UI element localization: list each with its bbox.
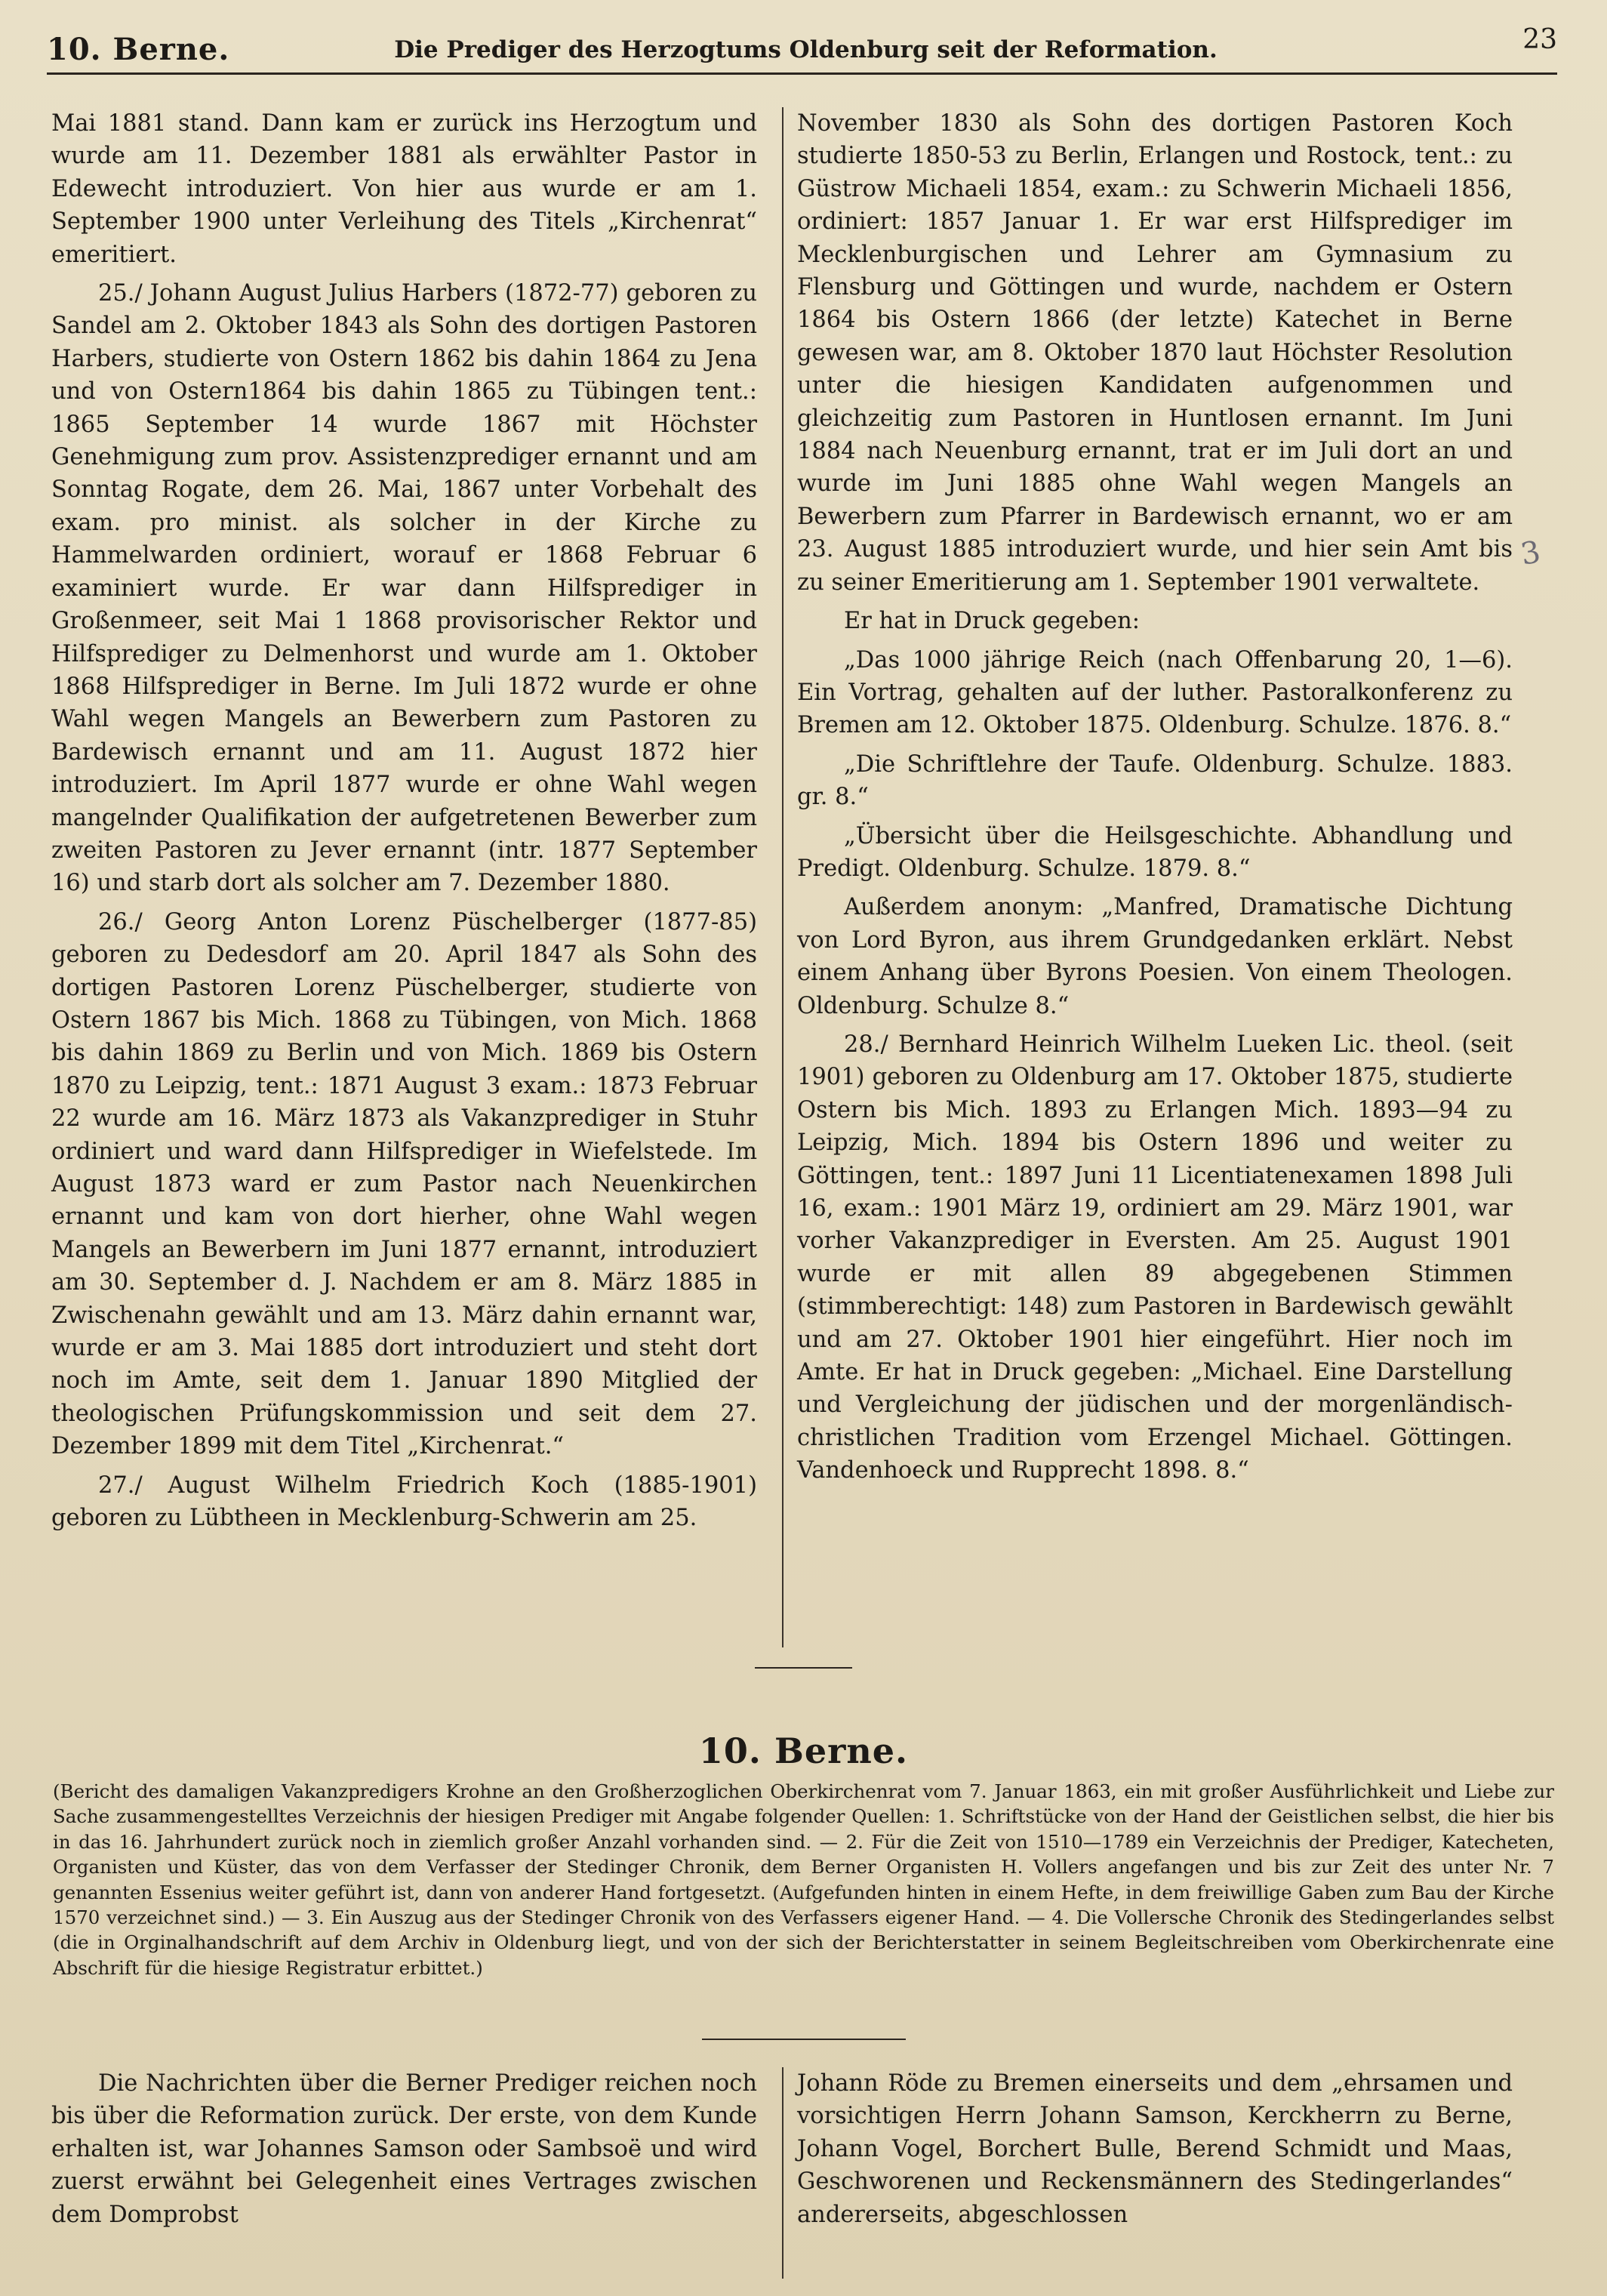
bottom-left-column xyxy=(51,2067,757,2237)
header-rule xyxy=(47,72,1557,75)
header-section-label: 10. Berne. xyxy=(47,32,230,67)
section-title: 10. Berne. xyxy=(698,1730,909,1771)
bottom-column-divider xyxy=(782,2067,783,2279)
publication-schriftlehre-taufe: „Die Schriftlehre der Taufe. Oldenburg. Schulze. 1883. gr. 8.“ xyxy=(797,750,1513,811)
berne-intro-paragraph: Die Nachrichten über die Berner Prediger reichen noch bis über die Reformation zurück. Der erste, von dem Kunde erhalten ist, war Johannes Samson oder Sambsoë und wird zuerst erwähnt bei Gelegenheit eines Vertrages zwischen dem Domprobst xyxy=(51,2070,757,2228)
entry-28-lueken: 28./ Bernhard Heinrich Wilhelm Lueken Lic. theol. (seit 1901) geboren zu Oldenburg am 17. Oktober 1875, studierte Ostern bis Mich. 1893 zu Erlangen Mich. 1893—94 zu Leipzig, Mich. 1894 bis Ostern 1896 und weiter zu Göttingen, tent.: 1897 Juni 11 Licentiatenexamen 1898 Juli 16, exam.: 1901 März 19, ordiniert am 29. März 1901, war vorher Vakanzprediger in Eversten. Am 25. August 1901 wurde er mit allen 89 abgegebenen Stimmen (stimmberechtigt: 148) zum Pastoren in Bardewisch gewählt und am 27. Oktober 1901 hier eingeführt. Hier noch im Amte. Er hat in Druck gegeben: „Michael. Eine Darstellung und Vergleichung der jüdischen und der morgenländisch-christlichen Tradition vom Erzengel Michael. Göttingen. Vandenhoeck und Rupprecht 1898. 8.“ xyxy=(797,1031,1513,1484)
entry-25-harbers: 25./ Johann August Julius Harbers (1872-77) geboren zu Sandel am 2. Oktober 1843 als Sohn des dortigen Pastoren Harbers, studierte von Ostern 1862 bis dahin 1864 zu Jena und von Ostern1864 bis dahin 1865 zu Tübingen tent.: 1865 September 14 wurde 1867 mit Höchster Genehmigung zum prov. Assistenzprediger ernannt und am Sonntag Rogate, dem 26. Mai, 1867 unter Vorbehalt des exam. pro minist. als solcher in der Kirche zu Hammelwarden ordiniert, worauf er 1868 Februar 6 examiniert wurde. Er war dann Hilfsprediger in Großenmeer, seit Mai 1 1868 provisorischer Rektor und Hilfsprediger zu Delmenhorst und wurde am 1. Oktober 1868 Hilfsprediger in Berne. Im Juli 1872 wurde er ohne Wahl wegen Mangels an Bewerbern zum Pastoren zu Bardewisch ernannt und am 11. August 1872 hier introduziert. Im April 1877 wurde er ohne Wahl wegen mangelnder Qualifikation der aufgetretenen Bewerber zum zweiten Pastoren zu Jever ernannt (intr. 1877 September 16) und starb dort als solcher am 7. Dezember 1880. xyxy=(51,280,757,897)
entry-27-koch-start: 27./ August Wilhelm Friedrich Koch (1885-1901) geboren zu Lübtheen in Mecklenburg-Schwerin am 25. xyxy=(51,1472,757,1532)
page-number: 23 xyxy=(1522,24,1557,55)
header-title: Die Prediger des Herzogtums Oldenburg seit der Reformation. xyxy=(394,36,1218,63)
column-divider xyxy=(782,107,783,1647)
berne-intro-continued: Johann Röde zu Bremen einerseits und dem „ehrsamen und vorsichtigen Herrn Johann Samson, Kerckherrn zu Berne, Johann Vogel, Borchert Bulle, Berend Schmidt und Maas, Geschworenen und Reckensmännern des Stedingerlandes“ andererseits, abgeschlossen xyxy=(797,2070,1513,2228)
right-column xyxy=(797,107,1513,1493)
paragraph-continuation: Mai 1881 stand. Dann kam er zurück ins Herzogtum und wurde am 11. Dezember 1881 als erwählter Pastor in Edewecht introduziert. Von hier aus wurde er am 1. September 1900 unter Verleihung des Titels „Kirchenrat“ emeritiert. xyxy=(51,110,757,268)
publication-manfred: Außerdem anonym: „Manfred, Dramatische Dichtung von Lord Byron, aus ihrem Grundgedanken erklärt. Nebst einem Anhang über Byrons Poesien. Von einem Theologen. Oldenburg. Schulze 8.“ xyxy=(797,894,1513,1019)
left-column xyxy=(51,107,757,1540)
section-source-note: (Bericht des damaligen Vakanzpredigers Krohne an den Großherzoglichen Oberkirchenrat vom 7. Januar 1863, ein mit großer Ausführlichkeit und Liebe zur Sache zusammengestelltes Verzeichnis der hiesigen Prediger mit Angabe folgender Quellen: 1. Schriftstücke von der Hand der Geistlichen selbst, die hier bis in das 16. Jahrhundert zurück noch in ziemlich großer Anzahl vorhanden sind. — 2. Für die Zeit von 1510—1789 ein Verzeichnis der Prediger, Katecheten, Organisten und Küster, das von dem Verfasser der Stedinger Chronik, dem Berner Organisten H. Vollers angefangen und bis zur Zeit des unter Nr. 7 genannten Essenius weiter geführt ist, dann von anderer Hand fortgesetzt. (Aufgefunden hinten in einem Hefte, in dem freiwillige Gaben zum Bau der Kirche 1570 verzeichnet sind.) — 3. Ein Auszug aus der Stedinger Chronik von des Verfassers eigener Hand. — 4. Die Vollersche Chronik des Stedingerlandes selbst (die in Orginalhandschrift auf dem Archiv in Oldenburg liegt, und von der sich der Berichterstatter in seinem Begleitschreiben vom Oberkirchenrate eine Abschrift für die hiesige Registratur erbittet.) xyxy=(53,1780,1554,1979)
running-header xyxy=(47,24,1557,68)
pencil-margin-mark: 3 xyxy=(1518,535,1544,572)
bottom-right-column xyxy=(797,2067,1513,2237)
publication-1000-jaehrige-reich: „Das 1000 jährige Reich (nach Offenbarung 20, 1—6). Ein Vortrag, gehalten auf der luther. Pastoralkonferenz zu Bremen am 12. Oktober 1875. Oldenburg. Schulze. 1876. 8.“ xyxy=(797,646,1513,739)
publication-heilsgeschichte: „Übersicht über die Heilsgeschichte. Abhandlung und Predigt. Oldenburg. Schulze. 1879. 8.“ xyxy=(797,822,1513,882)
note-separator xyxy=(702,2039,906,2040)
section-separator xyxy=(755,1667,852,1669)
entry-26-pueschelberger: 26./ Georg Anton Lorenz Püschelberger (1877-85) geboren zu Dedesdorf am 20. April 1847 als Sohn des dortigen Pastoren Lorenz Püschelberger, studierte von Ostern 1867 bis Mich. 1868 zu Tübingen, von Mich. 1868 bis dahin 1869 zu Berlin und von Mich. 1869 bis Ostern 1870 zu Leipzig, tent.: 1871 August 3 exam.: 1873 Februar 22 wurde am 16. März 1873 als Vakanzprediger in Stuhr ordiniert und ward dann Hilfsprediger in Wiefelstede. Im August 1873 ward er zum Pastor nach Neuenkirchen ernannt und kam von dort hierher, ohne Wahl wegen Mangels an Bewerbern im Juni 1877 ernannt, introduziert am 30. September d. J. Nachdem er am 8. März 1885 in Zwischenahn gewählt und am 13. März dahin ernannt war, wurde er am 3. Mai 1885 dort introduziert und steht dort noch im Amte, seit dem 1. Januar 1890 Mitglied der theologischen Prüfungskommission und seit dem 27. Dezember 1899 mit dem Titel „Kirchenrat.“ xyxy=(51,908,757,1460)
publications-intro: Er hat in Druck gegeben: xyxy=(844,608,1140,635)
entry-27-koch-continued: November 1830 als Sohn des dortigen Pastoren Koch studierte 1850-53 zu Berlin, Erlangen und Rostock, tent.: zu Güstrow Michaeli 1854, exam.: zu Schwerin Michaeli 1856, ordiniert: 1857 Januar 1. Er war erst Hilfsprediger im Mecklenburgischen und Lehrer am Gymnasium zu Flensburg und Göttingen und wurde, nachdem er Ostern 1864 bis Ostern 1866 (der letzte) Katechet in Berne gewesen war, am 8. Oktober 1870 laut Höchster Resolution unter die hiesigen Kandidaten aufgenommen und gleichzeitig zum Pastoren in Huntlosen ernannt. Im Juni 1884 nach Neuenburg ernannt, trat er im Juli dort an und wurde im Juni 1885 ohne Wahl wegen Mangels an Bewerbern zum Pfarrer in Bardewisch ernannt, wo er am 23. August 1885 introduziert wurde, und hier sein Amt bis zu seiner Emeritierung am 1. September 1901 verwaltete. xyxy=(797,110,1513,596)
